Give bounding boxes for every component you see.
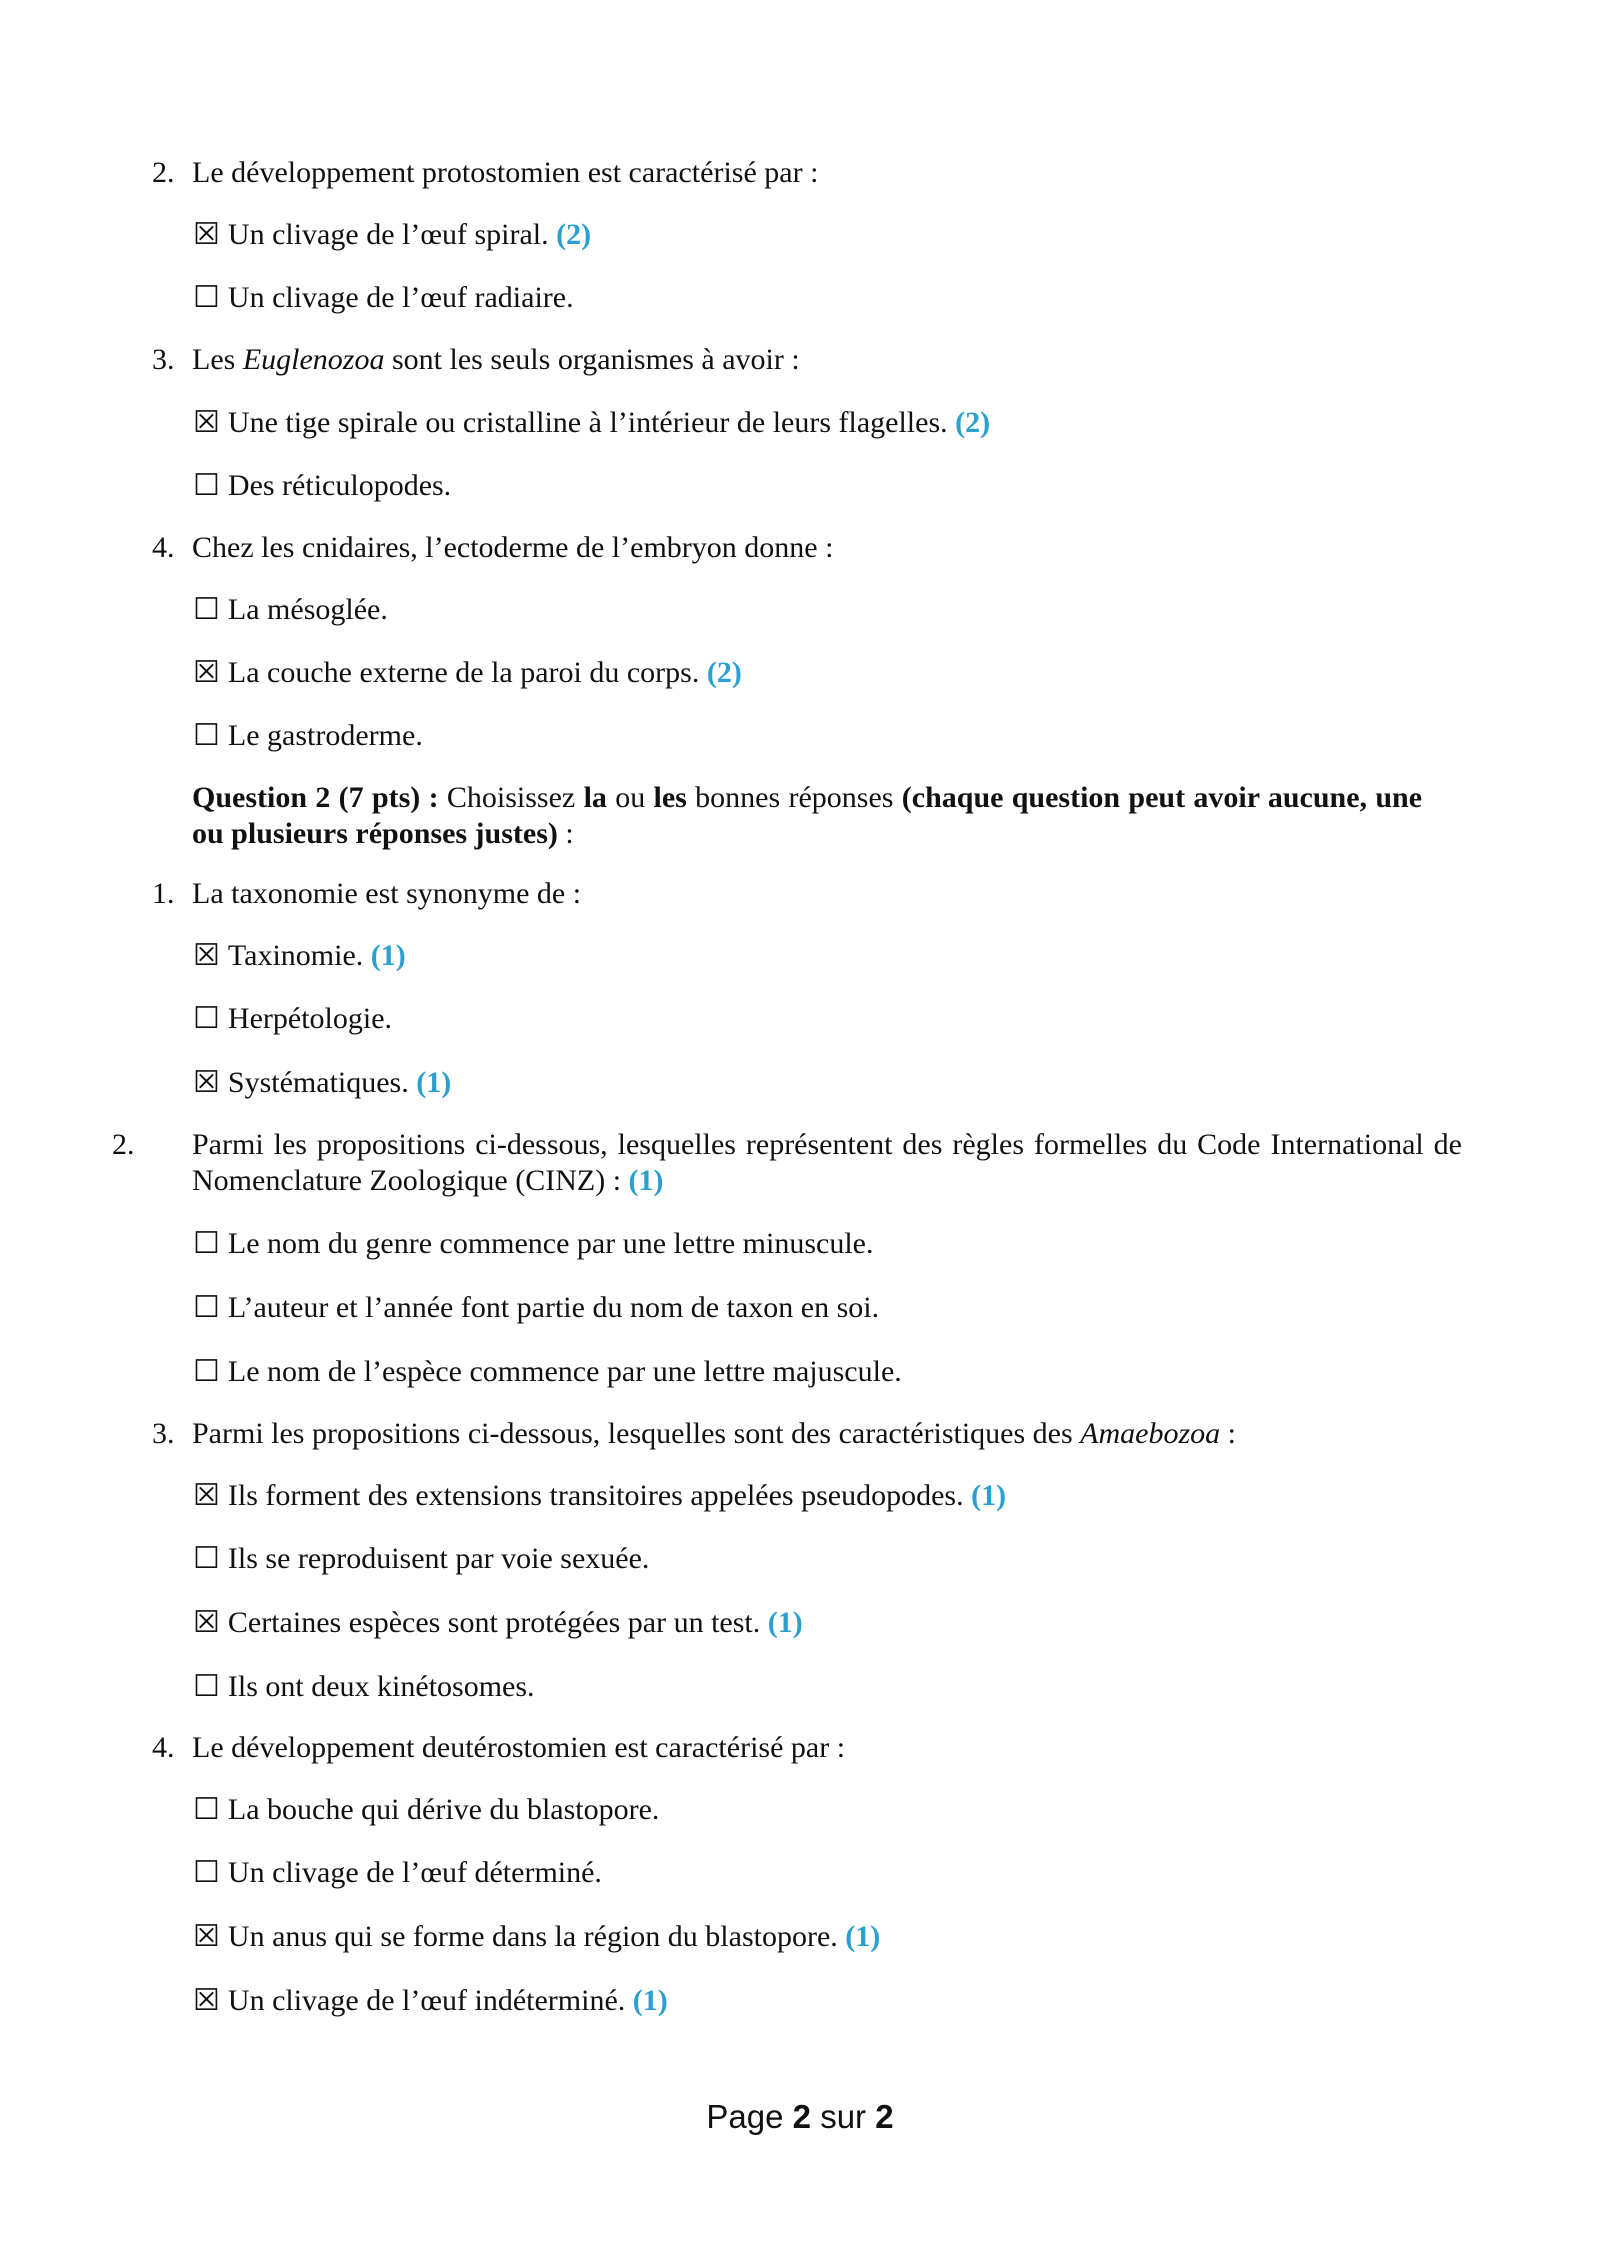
option-text: Un clivage de l’œuf spiral. [227,218,549,251]
unchecked-box-icon: ☐ [193,1793,220,1826]
unchecked-box-icon: ☐ [193,1355,220,1388]
answer-option[interactable] [193,1541,649,1577]
current-page: 2 [792,2098,812,2135]
total-pages: 2 [875,2098,894,2135]
question-text: Le développement deutérostomien est caractérisé par : [192,1731,846,1764]
question-2-prompt [112,1127,1462,1199]
answer-option[interactable] [193,1354,902,1390]
unchecked-box-icon: ☐ [193,1227,220,1260]
points-label: (2) [955,406,991,439]
points-label: (1) [971,1479,1007,1512]
question-number: 2. [112,1128,135,1161]
question-number: 3. [152,1417,175,1450]
option-text: Systématiques. [227,1066,409,1099]
question-2-prompt [152,155,818,191]
heading-text: : [557,817,574,850]
question-4-prompt [152,1730,845,1766]
heading-bold: les [653,781,687,814]
question-3-prompt [152,342,800,378]
checked-box-icon: ☒ [193,1479,220,1512]
option-text: Un anus qui se forme dans la région du blastopore. [227,1920,838,1953]
footer-middle: sur [811,2098,876,2135]
answer-option[interactable] [193,1605,803,1641]
question-4-prompt [152,530,833,566]
option-text: Ils forment des extensions transitoires appelées pseudopodes. [227,1479,964,1512]
page-footer [0,2098,1600,2136]
unchecked-box-icon: ☐ [193,1291,220,1324]
checked-box-icon: ☒ [193,1920,220,1953]
option-text: Taxinomie. [227,939,364,972]
answer-option[interactable] [193,592,388,628]
taxon-name: Euglenozoa [242,343,385,376]
unchecked-box-icon: ☐ [193,1856,220,1889]
checked-box-icon: ☒ [193,1066,220,1099]
unchecked-box-icon: ☐ [193,719,220,752]
points-label: (1) [416,1066,452,1099]
unchecked-box-icon: ☐ [193,593,220,626]
answer-option[interactable] [193,1855,602,1891]
answer-option[interactable] [193,1792,659,1828]
option-text: Le nom du genre commence par une lettre minuscule. [227,1227,874,1260]
question-text: La taxonomie est synonyme de : [192,877,582,910]
points-label: (2) [706,656,742,689]
option-text: Un clivage de l’œuf radiaire. [227,281,574,314]
option-text: Herpétologie. [227,1002,393,1035]
answer-option[interactable] [193,1983,668,2019]
unchecked-box-icon: ☐ [193,1670,220,1703]
points-label: (1) [632,1984,668,2017]
answer-option[interactable] [193,1919,880,1955]
unchecked-box-icon: ☐ [193,1002,220,1035]
question-label: Question 2 (7 pts) : [192,781,439,814]
checked-box-icon: ☒ [193,406,220,439]
option-text: La bouche qui dérive du blastopore. [227,1793,660,1826]
answer-option[interactable] [193,217,591,253]
points-label: (1) [767,1606,803,1639]
question-text-after: : [1220,1417,1236,1450]
option-text: Le gastroderme. [227,719,423,752]
checked-box-icon: ☒ [193,218,220,251]
option-text: La mésoglée. [227,593,388,626]
answer-option[interactable] [193,468,451,504]
points-label: (1) [628,1164,664,1197]
question-3-prompt [152,1416,1236,1452]
answer-option[interactable] [193,280,574,316]
option-text: La couche externe de la paroi du corps. [227,656,700,689]
heading-text: Choisissez [438,781,584,814]
answer-option[interactable] [193,1226,874,1262]
question-number: 4. [152,531,175,564]
points-label: (1) [845,1920,881,1953]
question-text: Le développement protostomien est caractérisé par : [192,156,819,189]
question-text: Chez les cnidaires, l’ectoderme de l’embryon donne : [192,531,834,564]
option-text: Une tige spirale ou cristalline à l’intérieur de leurs flagelles. [227,406,948,439]
question-number: 3. [152,343,175,376]
checked-box-icon: ☒ [193,1606,220,1639]
taxon-name: Amaebozoa [1080,1417,1221,1450]
question-number: 1. [152,877,175,910]
question-2-heading [192,780,1422,852]
answer-option[interactable] [193,1669,535,1705]
unchecked-box-icon: ☐ [193,1542,220,1575]
answer-option[interactable] [193,1478,1006,1514]
heading-text: bonnes réponses [686,781,902,814]
heading-text: ou [606,781,654,814]
question-text: Parmi les propositions ci-dessous, lesquelles représentent des règles formelles du Code International de Nomenclature Zoologique (CINZ) : [192,1128,1462,1197]
heading-bold: (chaque question peut avoir aucune, une ou plusieurs réponses justes) [192,781,1423,850]
option-text: Ils se reproduisent par voie sexuée. [227,1542,650,1575]
answer-option[interactable] [193,405,990,441]
answer-option[interactable] [193,1065,451,1101]
checked-box-icon: ☒ [193,1984,220,2017]
option-text: Un clivage de l’œuf déterminé. [227,1856,602,1889]
option-text: Un clivage de l’œuf indéterminé. [227,1984,626,2017]
question-number: 2. [152,156,175,189]
question-text-before: Parmi les propositions ci-dessous, lesquelles sont des caractéristiques des [192,1417,1081,1450]
points-label: (2) [556,218,592,251]
heading-bold: la [583,781,607,814]
checked-box-icon: ☒ [193,656,220,689]
question-1-prompt [152,876,581,912]
answer-option[interactable] [193,718,423,754]
checked-box-icon: ☒ [193,939,220,972]
question-text-after: sont les seuls organismes à avoir : [384,343,800,376]
answer-option[interactable] [193,1001,392,1037]
answer-option[interactable] [193,655,742,691]
option-text: L’auteur et l’année font partie du nom de taxon en soi. [227,1291,880,1324]
option-text: Certaines espèces sont protégées par un test. [227,1606,761,1639]
unchecked-box-icon: ☐ [193,469,220,502]
option-text: Des réticulopodes. [227,469,452,502]
points-label: (1) [370,939,406,972]
answer-option[interactable] [193,1290,879,1326]
option-text: Ils ont deux kinétosomes. [227,1670,535,1703]
option-text: Le nom de l’espèce commence par une lettre majuscule. [227,1355,902,1388]
footer-prefix: Page [706,2098,793,2135]
question-text-before: Les [192,343,243,376]
unchecked-box-icon: ☐ [193,281,220,314]
answer-option[interactable] [193,938,406,974]
question-number: 4. [152,1731,175,1764]
